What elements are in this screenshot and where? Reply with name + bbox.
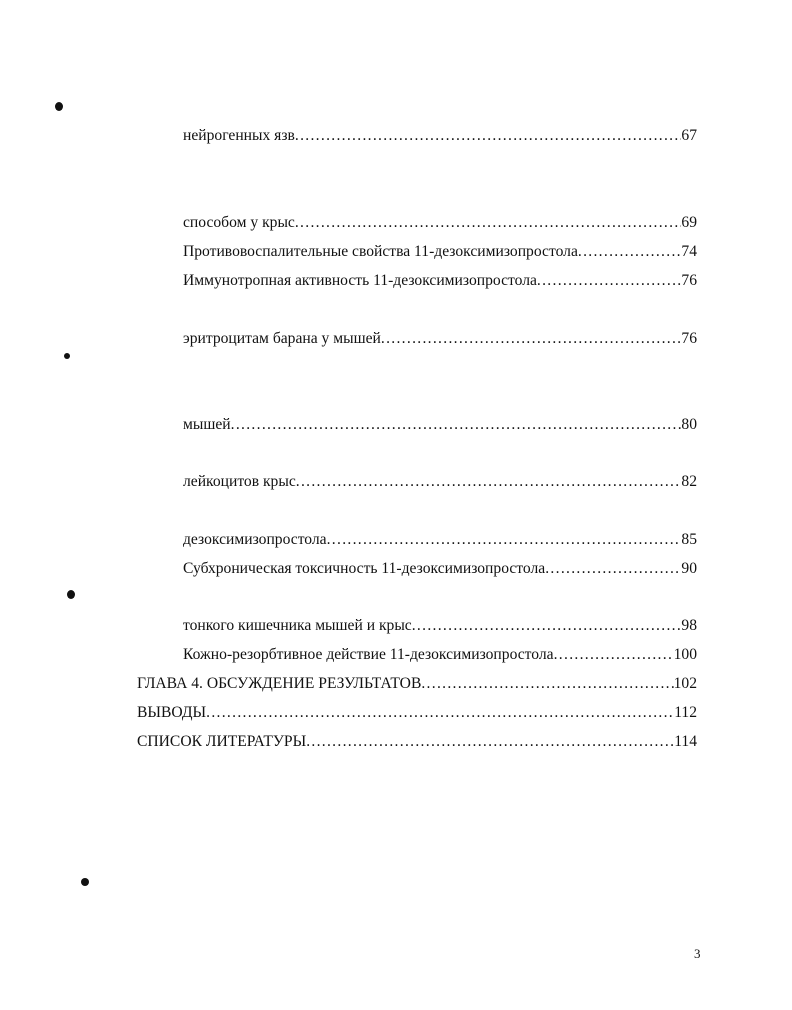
leader-dots (231, 415, 682, 435)
leader-dots (206, 703, 674, 723)
toc-leader-line (183, 126, 697, 146)
scan-speck (64, 353, 70, 359)
page-ref: 69 (681, 214, 697, 231)
toc-leader-line (183, 559, 697, 579)
leader-dots (295, 126, 682, 146)
page-ref: 102 (673, 675, 697, 692)
page-ref: 90 (681, 560, 697, 577)
entry-text: дезоксимизопростола (183, 531, 327, 548)
entry-text: Противовоспалительные свойства 11-дезоксимизопростола (183, 243, 578, 260)
page-ref: 67 (681, 127, 697, 144)
page-ref: 100 (673, 646, 697, 663)
toc-leader-line (183, 530, 697, 550)
leader-dots (306, 732, 674, 752)
entry-text: способом у крыс (183, 214, 295, 231)
leader-dots (537, 271, 682, 291)
toc-leader-line (183, 242, 697, 262)
page-ref: 74 (681, 243, 697, 260)
toc-leader-line (183, 329, 697, 349)
entry-text: Кожно-резорбтивное действие 11-дезоксимизопростола (183, 646, 554, 663)
page-ref: 76 (681, 330, 697, 347)
entry-text: мышей (183, 416, 231, 433)
heading-text: ВЫВОДЫ (137, 704, 207, 721)
page-number: 3 (694, 946, 701, 961)
page-ref: 98 (681, 617, 697, 634)
toc-leader-line (183, 213, 697, 233)
heading-text: СПИСОК ЛИТЕРАТУРЫ (137, 733, 307, 750)
toc-leader-line (183, 415, 697, 435)
page-ref: 80 (681, 416, 697, 433)
entry-text: Субхроническая токсичность 11-дезоксимизопростола (183, 560, 546, 577)
page-ref: 76 (681, 272, 697, 289)
leader-dots (295, 213, 682, 233)
page-ref: 112 (674, 704, 697, 721)
heading-text: ГЛАВА 4. ОБСУЖДЕНИЕ РЕЗУЛЬТАТОВ (137, 675, 422, 692)
scan-speck (81, 878, 89, 886)
toc-leader-line (183, 645, 697, 665)
entry-text: Иммунотропная активность 11-дезоксимизопростола (183, 272, 537, 289)
toc-heading-chapter-4 (137, 674, 697, 694)
leader-dots (327, 530, 682, 550)
entry-text: лейкоцитов крыс (183, 473, 296, 490)
toc-leader-line (183, 616, 697, 636)
entry-text: нейрогенных язв (183, 127, 295, 144)
page-ref: 114 (674, 733, 697, 750)
page-ref: 85 (681, 531, 697, 548)
toc-leader-line (183, 271, 697, 291)
toc-leader-line (183, 472, 697, 492)
entry-text: эритроцитам барана у мышей (183, 330, 381, 347)
leader-dots (545, 559, 681, 579)
leader-dots (421, 674, 673, 694)
leader-dots (412, 616, 682, 636)
leader-dots (296, 472, 682, 492)
toc-heading-conclusions (137, 703, 697, 723)
scan-speck (55, 102, 63, 111)
scan-speck (67, 590, 75, 599)
leader-dots (381, 329, 682, 349)
leader-dots (578, 242, 682, 262)
entry-text: тонкого кишечника мышей и крыс (183, 617, 412, 634)
leader-dots (554, 645, 674, 665)
page-ref: 82 (681, 473, 697, 490)
toc-heading-references (137, 732, 697, 752)
